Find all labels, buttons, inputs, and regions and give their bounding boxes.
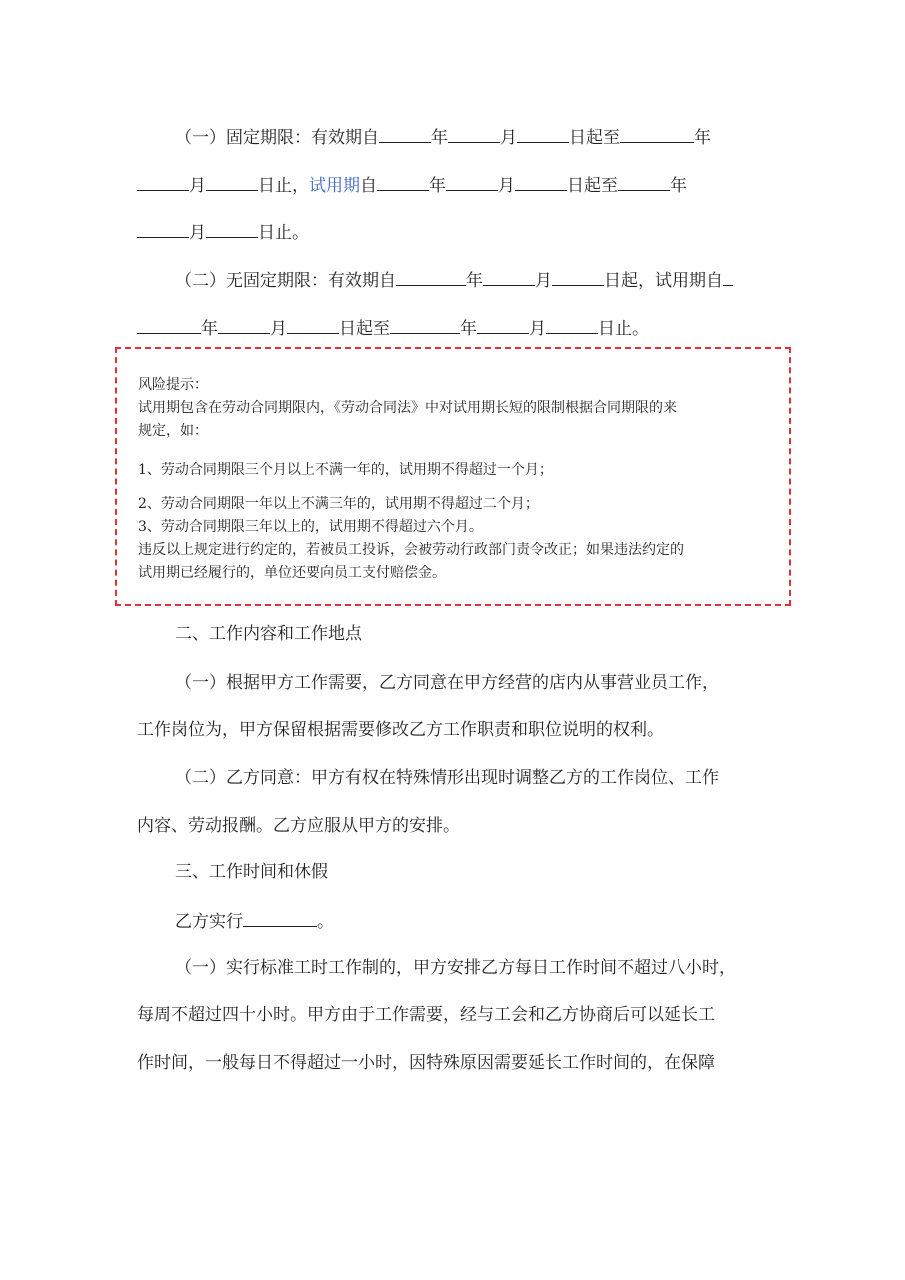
fixed-term-line-2 (137, 172, 777, 198)
blank-month[interactable] (477, 315, 529, 334)
blank-month[interactable] (446, 172, 498, 191)
blank-day[interactable] (546, 315, 598, 334)
day-end-label: 日止。 (598, 319, 649, 339)
blank-year[interactable] (618, 172, 670, 191)
blank-year[interactable] (396, 267, 466, 286)
year-label: 年 (466, 271, 483, 291)
section-3-p1-line-1: （一）实行标准工时工作制的，甲方安排乙方每日工作时间不超过八小时， (175, 958, 736, 978)
blank-month[interactable] (137, 219, 189, 238)
blank-day[interactable] (287, 315, 339, 334)
blank-day[interactable] (206, 172, 258, 191)
day-from-label: 日起至 (569, 128, 620, 148)
month-label: 月 (189, 223, 206, 243)
fixed-term-label: （一）固定期限：有效期自 (175, 128, 379, 148)
open-term-line-1 (175, 267, 815, 293)
section-3-p1-line-2: 每周不超过四十小时。甲方由于工作需要，经与工会和乙方协商后可以延长工 (137, 1005, 715, 1025)
section-2-p1-line-2: 工作岗位为，甲方保留根据需要修改乙方工作职责和职位说明的权利。 (137, 720, 664, 740)
month-label: 月 (189, 176, 206, 196)
blank-month[interactable] (137, 172, 189, 191)
fixed-term-line-1 (175, 124, 815, 150)
blank-day[interactable] (206, 219, 258, 238)
probation-link[interactable]: 试用期 (309, 176, 360, 196)
year-label: 年 (431, 128, 448, 148)
from-label: 自 (360, 176, 377, 196)
blank-day[interactable] (517, 124, 569, 143)
month-label: 月 (270, 319, 287, 339)
work-hours-system-line (175, 908, 815, 934)
year-label: 年 (460, 319, 477, 339)
year-label: 年 (429, 176, 446, 196)
section-2-p1-line-1: （一）根据甲方工作需要，乙方同意在甲方经营的店内从事营业员工作， (175, 673, 719, 693)
risk-tip-intro-line-1: 试用期包含在劳动合同期限内，《劳动合同法》中对试用期长短的限制根据合同期限的来 (138, 400, 677, 416)
day-end-label: 日止。 (258, 223, 309, 243)
month-label: 月 (529, 319, 546, 339)
month-label: 月 (535, 271, 552, 291)
section-2-p2-line-2: 内容、劳动报酬。乙方应服从甲方的安排。 (137, 816, 460, 836)
blank-work-system[interactable] (243, 908, 317, 927)
year-label: 年 (670, 176, 687, 196)
blank-year[interactable] (620, 124, 694, 143)
year-label: 年 (694, 128, 711, 148)
section-3-p1-line-3: 作时间，一般每日不得超过一小时，因特殊原因需要延长工作时间的，在保障 (137, 1053, 715, 1073)
day-from-probation-label: 日起，试用期自 (604, 271, 723, 291)
fixed-term-line-3 (137, 219, 777, 245)
blank-year[interactable] (377, 172, 429, 191)
blank-year[interactable] (390, 315, 460, 334)
blank-month[interactable] (218, 315, 270, 334)
day-from-label: 日起至 (567, 176, 618, 196)
open-term-label: （二）无固定期限：有效期自 (175, 271, 396, 291)
implements-label: 乙方实行 (175, 912, 243, 932)
blank-day[interactable] (515, 172, 567, 191)
section-2-p2-line-1: （二）乙方同意：甲方有权在特殊情形出现时调整乙方的工作岗位、工作 (175, 768, 719, 788)
risk-tip-penalty-line-2: 试用期已经履行的，单位还要向员工支付赔偿金。 (138, 565, 446, 581)
risk-tip-penalty-line-1: 违反以上规定进行约定的，若被员工投诉，会被劳动行政部门责令改正；如果违法约定的 (138, 542, 684, 558)
blank-year[interactable] (137, 315, 201, 334)
blank-day[interactable] (552, 267, 604, 286)
risk-tip-intro-line-2: 规定，如： (138, 423, 208, 439)
risk-tip-title: 风险提示： (138, 377, 208, 393)
blank-month[interactable] (483, 267, 535, 286)
risk-tip-rule-2: 2、劳动合同期限一年以上不满三年的，试用期不得超过二个月； (138, 496, 539, 512)
risk-tip-rule-1: 1、劳动合同期限三个月以上不满一年的，试用期不得超过一个月； (138, 462, 553, 478)
period-mark: 。 (317, 912, 334, 932)
section-2-heading: 二、工作内容和工作地点 (175, 624, 362, 644)
day-until-label: 日止， (258, 176, 309, 196)
month-label: 月 (500, 128, 517, 148)
blank-year[interactable] (723, 267, 733, 286)
section-3-heading: 三、工作时间和休假 (175, 862, 328, 882)
open-term-line-2 (137, 315, 777, 341)
blank-year[interactable] (379, 124, 431, 143)
day-from-label: 日起至 (339, 319, 390, 339)
risk-tip-rule-3: 3、劳动合同期限三年以上的，试用期不得超过六个月。 (138, 519, 483, 535)
year-label: 年 (201, 319, 218, 339)
month-label: 月 (498, 176, 515, 196)
blank-month[interactable] (448, 124, 500, 143)
